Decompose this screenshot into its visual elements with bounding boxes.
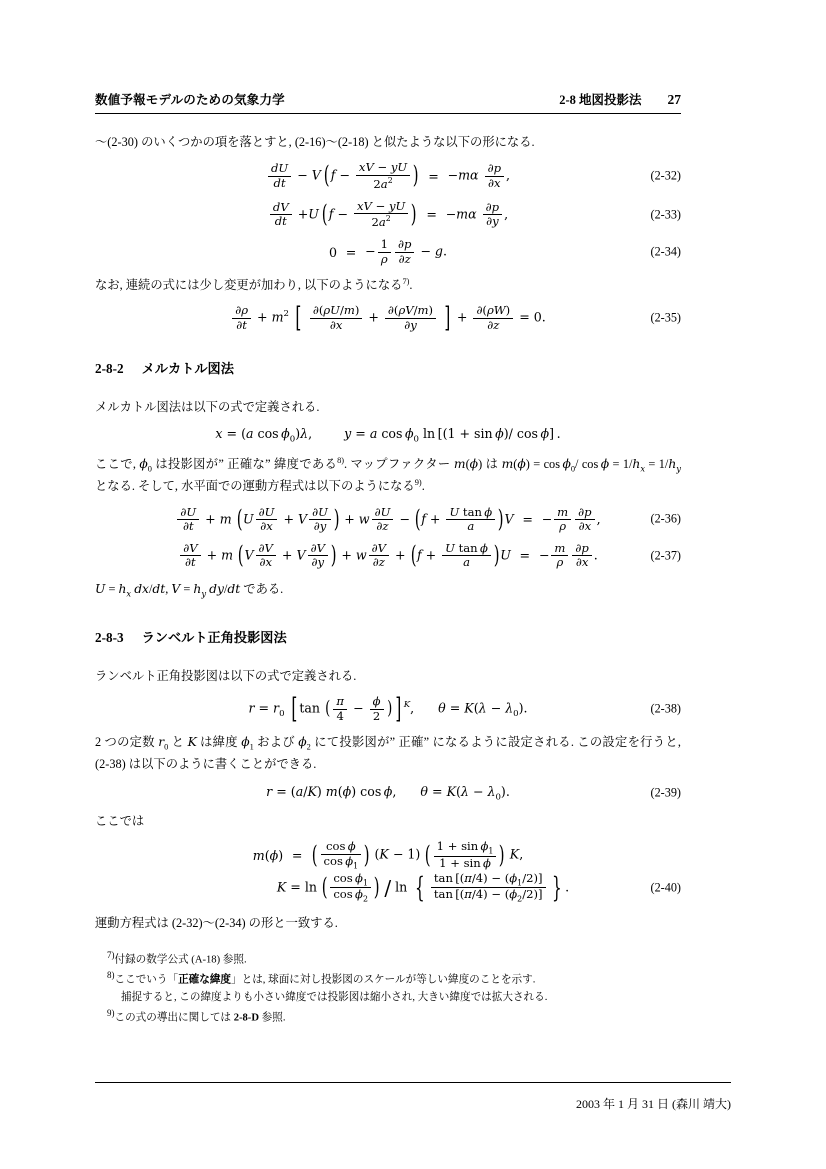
- equation-2-32: $\frac{dU}{dt}$ − V (f − $\frac{xV - yU}{2a^2}$ ) = −mα $\frac{\partial p}{\partial x}$ , (2-32): [95, 161, 681, 191]
- page-header: [95, 90, 681, 113]
- text-run: .: [421, 479, 425, 494]
- footnote-ref-8: 8): [337, 455, 345, 465]
- footnote-8-cont: [95, 990, 681, 1006]
- footnote-ref-7: 7): [402, 276, 410, 286]
- paragraph-mercator-def: メルカトル図法は以下の式で定義される.: [95, 400, 320, 414]
- footnote-8: [95, 969, 681, 988]
- equation-number: (2-32): [650, 168, 681, 183]
- paragraph-lambert-def: ランベルト正角投影図は以下の式で定義される.: [95, 669, 357, 684]
- text-run: は投影図が” 正確な” 緯度である: [151, 456, 338, 471]
- paragraph-conclusion: 運動方程式は (2-32)〜(2-34) の形と一致する.: [95, 915, 338, 930]
- paragraph-continuity-tail: .: [409, 278, 413, 293]
- equation-number: (2-34): [650, 244, 681, 259]
- footnote-mark: 8): [107, 970, 115, 981]
- footnote-text-a: この式の導出に関しては: [114, 1012, 234, 1024]
- section-title: ランベルト正角投影図法: [141, 630, 287, 646]
- text-run: および: [253, 734, 299, 749]
- equation-number: (2-36): [650, 511, 681, 526]
- equation-2-38: $r = r_0$ [ tan ( $\frac{\pi}{4}$ − $\frac{\phi}{2}$ ) ] $^K$, $\theta = K(\lambda - \lambda_0)$. (2-38): [248, 692, 681, 726]
- text-run: は緯度: [196, 734, 242, 749]
- section-heading-2-8-2: [95, 358, 681, 377]
- page-footer: [95, 1072, 731, 1112]
- equation-2-33: $\frac{dV}{dt}$ +U (f − $\frac{xV - yU}{2a^2}$ ) = −mα $\frac{\partial p}{\partial y}$ , (2-33): [95, 200, 681, 230]
- text-run: にて投影図が” 正確” になるように設定される. この設定を行うと, (2-38) は以下のように書くことができる.: [95, 734, 681, 772]
- paragraph-constants: 2 つの定数 $r_0$ と K は緯度 $\phi_1$ および $\phi_2$ にて投影図が” 正確” になるように設定される. この設定を行うと, (2-38) は以下のように書くことができる.: [95, 734, 681, 772]
- footnote-text: 付録の数学公式 (A-18) 参照.: [114, 954, 247, 966]
- equation-2-34: 0 = − $\frac{1}{\rho}$ $\frac{\partial p}{\partial z}$ − g. (2-34): [328, 237, 681, 266]
- equation-mercator-definition: x = (a $\cos \phi_0)\lambda$, y = a $\cos \phi_0$ ln [(1 + sin ϕ)/ cos ϕ] .: [215, 426, 561, 445]
- section-title: メルカトル図法: [141, 361, 234, 376]
- header-title: 数値予報モデルのための気象力学: [95, 93, 285, 107]
- header-right: [559, 90, 681, 108]
- equation-2-35: $\frac{\partial\rho}{\partial t}$ + $m^2$ [ $\frac{\partial(\rho U/m)}{\partial x}$ + $\frac{\partial(\rho V/m)}{\partial y}$ ] + $\frac{\partial(\rho W)}{\partial z}$ = 0. (2-35): [95, 304, 681, 332]
- footnote-bold: 2-8-D: [233, 1012, 259, 1024]
- paragraph-mapfactor: ここで, $\phi_0$ は投影図が” 正確な” 緯度である$^{8)}$. マップファクター m(ϕ) は $m(\phi) = \cos \phi_0/$ $\cos \phi = 1/h_x = 1/h_y$ となる. そして, 水平面での運動方程式は以下のようになる$^{9)}$.: [95, 455, 681, 494]
- equation-2-40-line2: K = ln ( $\frac{\cos \phi_1}{\cos \phi_2}$ ) / ln { $\frac{\tan [(\pi/4) - (\phi_1/2)]}{\tan [(\pi/4) - (\phi_2/2)]}$ } . (2-40): [276, 870, 681, 904]
- equation-2-39: r = (a/K) m(ϕ) cos ϕ, $\theta = K(\lambda - \lambda_0)$. (2-39): [266, 783, 681, 803]
- footnote-mark: 9): [107, 1007, 115, 1018]
- text-run: と: [168, 734, 188, 749]
- paragraph-continuity: [95, 275, 681, 295]
- footnote-7: [95, 949, 681, 968]
- equation-number: (2-35): [650, 310, 681, 325]
- footnote-text: 捕捉すると, この緯度よりも小さい緯度では投影図は縮小され, 大きい緯度では拡大される.: [121, 991, 548, 1003]
- footnote-text-b: 」とは, 球面に対し投影図のスケールが等しい緯度のことを示す.: [231, 974, 536, 986]
- equation-number: (2-39): [650, 785, 681, 800]
- footnote-mark: 7): [107, 949, 115, 960]
- footnotes: [95, 949, 681, 1026]
- paragraph-uv-definition: $U = h_x$ dx/dt, $V = h_y$ dy/dt である.: [95, 581, 284, 599]
- text-run: ここで,: [95, 456, 140, 471]
- equation-number: (2-40): [650, 880, 681, 895]
- paragraph-intro: 〜(2-30) のいくつかの項を落とすと, (2-16)〜(2-18) と似たような以下の形になる.: [95, 135, 535, 149]
- equation-number: (2-38): [650, 701, 681, 716]
- paragraph-continuity-text: なお, 連続の式には少し変更が加わり, 以下のようになる: [95, 278, 403, 293]
- equation-2-36: $\frac{\partial U}{\partial t}$ + m (U $\frac{\partial U}{\partial x}$ + V $\frac{\partial U}{\partial y}$ ) + w $\frac{\partial U}{\partial z}$ − (f + $\frac{\text{U tan ϕ}}{a}$ )V = − $\frac{m}{\rho}$ $\frac{\partial p}{\partial x}$ , (2-36): [95, 506, 681, 534]
- footer-date: 2003 年 1 月 31 日 (森川 靖大): [576, 1097, 731, 1111]
- text-run: 2 つの定数: [95, 734, 159, 749]
- footnote-9: [95, 1007, 681, 1026]
- footnote-bold: 正確な緯度: [178, 974, 232, 986]
- text-run: . マップファクター: [344, 456, 454, 471]
- text-run: は: [482, 456, 502, 471]
- text-run: となる. そして, 水平面での運動方程式は以下のようになる: [95, 479, 415, 494]
- footer-divider: [95, 1082, 731, 1083]
- footnote-ref-9: 9): [414, 478, 422, 488]
- equation-number: (2-33): [650, 207, 681, 222]
- section-number: 2-8-3: [95, 630, 124, 646]
- equation-2-37: $\frac{\partial V}{\partial t}$ + m (V $\frac{\partial V}{\partial x}$ + V $\frac{\partial V}{\partial y}$ ) + w $\frac{\partial V}{\partial z}$ + (f + $\frac{\text{U tan ϕ}}{a}$ )U = − $\frac{m}{\rho}$ $\frac{\partial p}{\partial x}$ . (2-37): [95, 542, 681, 570]
- section-number: 2-8-2: [95, 361, 124, 376]
- header-divider: [95, 113, 681, 114]
- equation-number: (2-37): [650, 548, 681, 563]
- header-section: 2-8 地図投影法: [559, 93, 642, 107]
- paragraph-here: ここでは: [95, 814, 145, 829]
- footnote-text-b: 参照.: [259, 1012, 286, 1024]
- equation-2-40-line1: m(ϕ) = ( $\frac{\text{cos ϕ}}{\cos \phi_1}$ ) (K − 1) ( $\frac{1 + \sin \phi_1}{\text{1 + sin ϕ}}$ ) K,: [252, 839, 524, 870]
- footnote-text-a: ここでいう「: [114, 974, 179, 986]
- page-content: [95, 90, 681, 1027]
- page-number: 27: [667, 92, 681, 107]
- section-heading-2-8-3: [95, 627, 681, 646]
